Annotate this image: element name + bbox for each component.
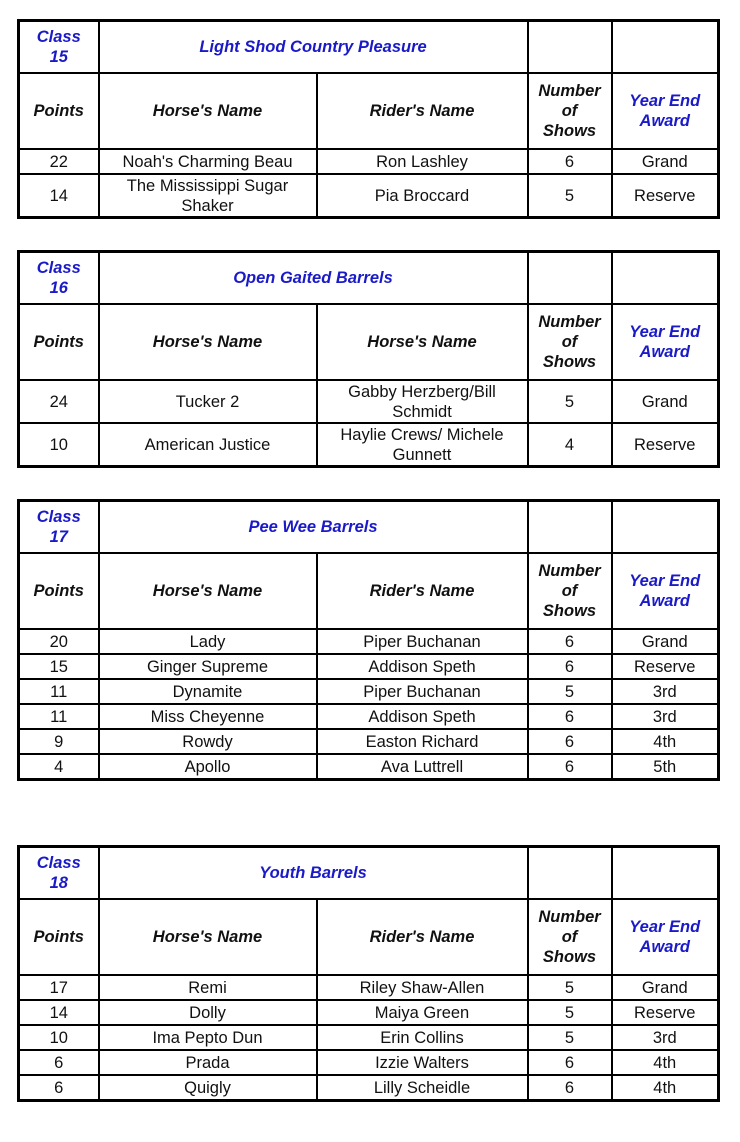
shows-cell: 5 (528, 1025, 612, 1050)
points-cell: 11 (19, 704, 99, 729)
points-cell: 6 (19, 1050, 99, 1075)
rider-cell: Addison Speth (317, 654, 528, 679)
header-award: Year End Award (612, 553, 719, 629)
shows-cell: 6 (528, 704, 612, 729)
empty-cell (528, 847, 612, 900)
empty-cell (612, 501, 719, 554)
points-cell: 10 (19, 1025, 99, 1050)
table-row (19, 174, 719, 218)
table-row (19, 1050, 719, 1075)
rider-cell: Maiya Green (317, 1000, 528, 1025)
points-cell: 9 (19, 729, 99, 754)
shows-cell: 6 (528, 1075, 612, 1101)
header-horse: Horse's Name (99, 304, 317, 380)
shows-cell: 6 (528, 654, 612, 679)
award-cell: Reserve (612, 1000, 719, 1025)
award-cell: Reserve (612, 174, 719, 218)
class-number: Class 18 (19, 847, 99, 900)
shows-cell: 5 (528, 380, 612, 423)
header-shows: Number of Shows (528, 73, 612, 149)
table-row (19, 975, 719, 1000)
award-cell: Grand (612, 975, 719, 1000)
rider-cell: Pia Broccard (317, 174, 528, 218)
points-cell: 11 (19, 679, 99, 704)
table-row (19, 1000, 719, 1025)
header-points: Points (19, 899, 99, 975)
rider-cell: Riley Shaw-Allen (317, 975, 528, 1000)
header-rider: Rider's Name (317, 899, 528, 975)
rider-cell: Izzie Walters (317, 1050, 528, 1075)
class-16-section (17, 250, 717, 468)
class-number: Class 16 (19, 252, 99, 305)
horse-cell: Ima Pepto Dun (99, 1025, 317, 1050)
class-16-table (17, 250, 720, 468)
award-cell: 4th (612, 1050, 719, 1075)
header-award: Year End Award (612, 73, 719, 149)
shows-cell: 6 (528, 629, 612, 654)
table-row (19, 1025, 719, 1050)
class-15-section (17, 19, 717, 219)
empty-cell (528, 252, 612, 305)
header-shows: Number of Shows (528, 304, 612, 380)
header-rider: Rider's Name (317, 553, 528, 629)
class-18-section (17, 845, 717, 1102)
table-row (19, 679, 719, 704)
award-cell: 3rd (612, 679, 719, 704)
horse-cell: American Justice (99, 423, 317, 467)
class-title: Pee Wee Barrels (99, 501, 528, 554)
header-points: Points (19, 553, 99, 629)
shows-cell: 6 (528, 149, 612, 174)
class-18-table (17, 845, 720, 1102)
horse-cell: Tucker 2 (99, 380, 317, 423)
rider-cell: Lilly Scheidle (317, 1075, 528, 1101)
award-cell: 4th (612, 729, 719, 754)
rider-cell: Erin Collins (317, 1025, 528, 1050)
shows-cell: 4 (528, 423, 612, 467)
header-horse: Horse's Name (99, 553, 317, 629)
header-rider: Rider's Name (317, 73, 528, 149)
horse-cell: Apollo (99, 754, 317, 780)
points-cell: 20 (19, 629, 99, 654)
class-15-table (17, 19, 720, 219)
empty-cell (528, 21, 612, 74)
empty-cell (612, 21, 719, 74)
points-cell: 24 (19, 380, 99, 423)
table-row (19, 754, 719, 780)
table-row (19, 654, 719, 679)
points-cell: 15 (19, 654, 99, 679)
table-row (19, 149, 719, 174)
award-cell: 3rd (612, 704, 719, 729)
class-title: Light Shod Country Pleasure (99, 21, 528, 74)
shows-cell: 5 (528, 975, 612, 1000)
award-cell: Grand (612, 149, 719, 174)
horse-cell: Quigly (99, 1075, 317, 1101)
table-row (19, 380, 719, 423)
table-row (19, 629, 719, 654)
rider-cell: Ron Lashley (317, 149, 528, 174)
table-row (19, 423, 719, 467)
shows-cell: 5 (528, 1000, 612, 1025)
header-shows: Number of Shows (528, 899, 612, 975)
header-horse: Horse's Name (99, 899, 317, 975)
shows-cell: 5 (528, 174, 612, 218)
award-cell: Reserve (612, 423, 719, 467)
class-17-table (17, 499, 720, 781)
header-points: Points (19, 73, 99, 149)
award-cell: Grand (612, 380, 719, 423)
rider-cell: Piper Buchanan (317, 629, 528, 654)
horse-cell: The Mississippi Sugar Shaker (99, 174, 317, 218)
shows-cell: 6 (528, 1050, 612, 1075)
horse-cell: Ginger Supreme (99, 654, 317, 679)
horse-cell: Remi (99, 975, 317, 1000)
class-number: Class 15 (19, 21, 99, 74)
award-cell: Grand (612, 629, 719, 654)
points-cell: 22 (19, 149, 99, 174)
rider-cell: Haylie Crews/ Michele Gunnett (317, 423, 528, 467)
rider-cell: Gabby Herzberg/Bill Schmidt (317, 380, 528, 423)
points-cell: 4 (19, 754, 99, 780)
empty-cell (612, 252, 719, 305)
header-award: Year End Award (612, 304, 719, 380)
shows-cell: 5 (528, 679, 612, 704)
shows-cell: 6 (528, 754, 612, 780)
empty-cell (612, 847, 719, 900)
rider-cell: Addison Speth (317, 704, 528, 729)
empty-cell (528, 501, 612, 554)
header-points: Points (19, 304, 99, 380)
points-cell: 14 (19, 1000, 99, 1025)
shows-cell: 6 (528, 729, 612, 754)
class-17-section (17, 499, 717, 781)
table-row (19, 1075, 719, 1101)
points-cell: 17 (19, 975, 99, 1000)
horse-cell: Rowdy (99, 729, 317, 754)
points-cell: 10 (19, 423, 99, 467)
award-cell: 3rd (612, 1025, 719, 1050)
rider-cell: Easton Richard (317, 729, 528, 754)
award-cell: 4th (612, 1075, 719, 1101)
horse-cell: Lady (99, 629, 317, 654)
horse-cell: Noah's Charming Beau (99, 149, 317, 174)
points-cell: 6 (19, 1075, 99, 1101)
table-row (19, 729, 719, 754)
horse-cell: Prada (99, 1050, 317, 1075)
class-number: Class 17 (19, 501, 99, 554)
rider-cell: Piper Buchanan (317, 679, 528, 704)
header-shows: Number of Shows (528, 553, 612, 629)
horse-cell: Dynamite (99, 679, 317, 704)
table-row (19, 704, 719, 729)
horse-cell: Dolly (99, 1000, 317, 1025)
class-title: Open Gaited Barrels (99, 252, 528, 305)
header-award: Year End Award (612, 899, 719, 975)
class-title: Youth Barrels (99, 847, 528, 900)
rider-cell: Ava Luttrell (317, 754, 528, 780)
award-cell: 5th (612, 754, 719, 780)
points-cell: 14 (19, 174, 99, 218)
horse-cell: Miss Cheyenne (99, 704, 317, 729)
award-cell: Reserve (612, 654, 719, 679)
header-rider: Horse's Name (317, 304, 528, 380)
header-horse: Horse's Name (99, 73, 317, 149)
